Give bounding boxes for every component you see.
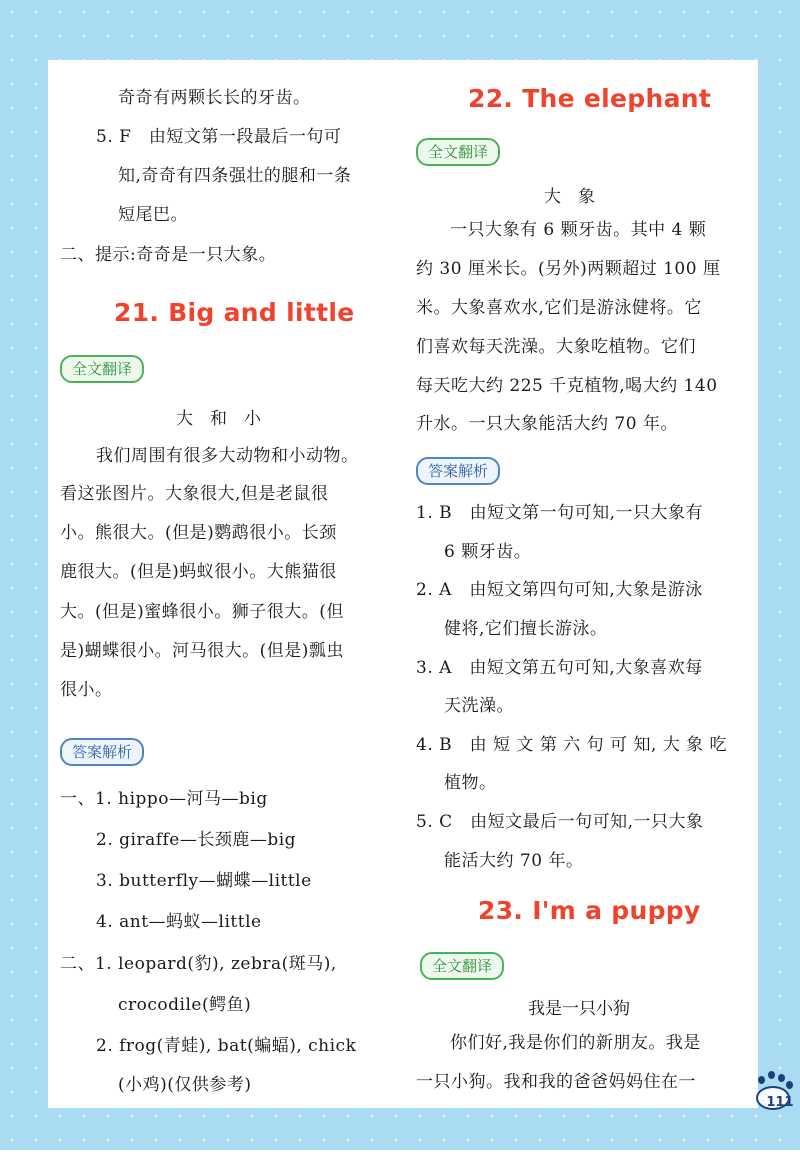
answer-line: 植物。 <box>444 773 497 793</box>
answer-line: 2. giraffe—长颈鹿—big <box>96 830 297 850</box>
answer-line: 2. A 由短文第四句可知,大象是游泳 <box>416 580 703 600</box>
answer-line: (小鸡)(仅供参考) <box>118 1075 252 1095</box>
answer-badge: 答案解析 <box>60 738 144 766</box>
lesson-23-title: 23. I'm a puppy <box>478 896 701 925</box>
text-line: 米。大象喜欢水,它们是游泳健将。它 <box>416 298 702 318</box>
answer-badge: 答案解析 <box>416 457 500 485</box>
translation-badge: 全文翻译 <box>416 138 500 166</box>
answer-line: 2. frog(青蛙), bat(蝙蝠), chick <box>96 1036 357 1056</box>
text-line: 奇奇有两颗长长的牙齿。 <box>118 88 311 108</box>
answer-line: 3. butterfly—蝴蝶—little <box>96 871 312 891</box>
translation-title: 大 象 <box>544 187 595 207</box>
text-line: 一只大象有 6 颗牙齿。其中 4 颗 <box>450 220 707 240</box>
answer-line: 健将,它们擅长游泳。 <box>444 619 608 639</box>
answer-line: 5. C 由短文最后一句可知,一只大象 <box>416 812 704 832</box>
text-line: 二、提示:奇奇是一只大象。 <box>60 245 277 265</box>
text-line: 看这张图片。大象很大,但是老鼠很 <box>60 484 329 504</box>
lesson-22-title: 22. The elephant <box>468 84 712 113</box>
answer-line: 天洗澡。 <box>444 696 514 716</box>
page-number: 111 <box>766 1095 794 1110</box>
text-line: 你们好,我是你们的新朋友。我是 <box>450 1033 701 1053</box>
text-line: 大。(但是)蜜蜂很小。狮子很大。(但 <box>60 602 344 622</box>
answer-line: 1. B 由短文第一句可知,一只大象有 <box>416 503 704 523</box>
translation-title: 大 和 小 <box>176 409 261 429</box>
text-line: 一只小狗。我和我的爸爸妈妈住在一 <box>416 1072 696 1092</box>
text-line: 知,奇奇有四条强壮的腿和一条 <box>118 166 352 186</box>
text-line: 是)蝴蝶很小。河马很大。(但是)瓢虫 <box>60 641 344 661</box>
text-line: 5. F 由短文第一段最后一句可 <box>96 127 342 147</box>
lesson-21-title: 21. Big and little <box>114 298 355 327</box>
translation-badge: 全文翻译 <box>420 952 504 980</box>
page-content <box>48 60 758 1108</box>
text-line: 我们周围有很多大动物和小动物。 <box>96 446 359 466</box>
text-line: 鹿很大。(但是)蚂蚁很小。大熊猫很 <box>60 562 337 582</box>
text-line: 每天吃大约 225 千克植物,喝大约 140 <box>416 376 718 396</box>
text-line: 很小。 <box>60 680 113 700</box>
answer-line: crocodile(鳄鱼) <box>118 995 252 1015</box>
answer-line: 3. A 由短文第五句可知,大象喜欢每 <box>416 658 703 678</box>
translation-badge: 全文翻译 <box>60 355 144 383</box>
answer-line: 6 颗牙齿。 <box>444 542 532 562</box>
answer-line: 4. B 由 短 文 第 六 句 可 知, 大 象 吃 <box>416 735 728 755</box>
translation-title: 我是一只小狗 <box>528 999 630 1019</box>
text-line: 小。熊很大。(但是)鹦鹉很小。长颈 <box>60 523 337 543</box>
answer-line: 一、1. hippo—河马—big <box>60 789 268 809</box>
answer-line: 能活大约 70 年。 <box>444 851 584 871</box>
text-line: 约 30 厘米长。(另外)两颗超过 100 厘 <box>416 259 721 279</box>
text-line: 们喜欢每天洗澡。大象吃植物。它们 <box>416 337 696 357</box>
text-line: 升水。一只大象能活大约 70 年。 <box>416 414 678 434</box>
answer-line: 二、1. leopard(豹), zebra(斑马), <box>60 954 337 974</box>
text-line: 短尾巴。 <box>118 205 188 225</box>
answer-line: 4. ant—蚂蚁—little <box>96 912 262 932</box>
